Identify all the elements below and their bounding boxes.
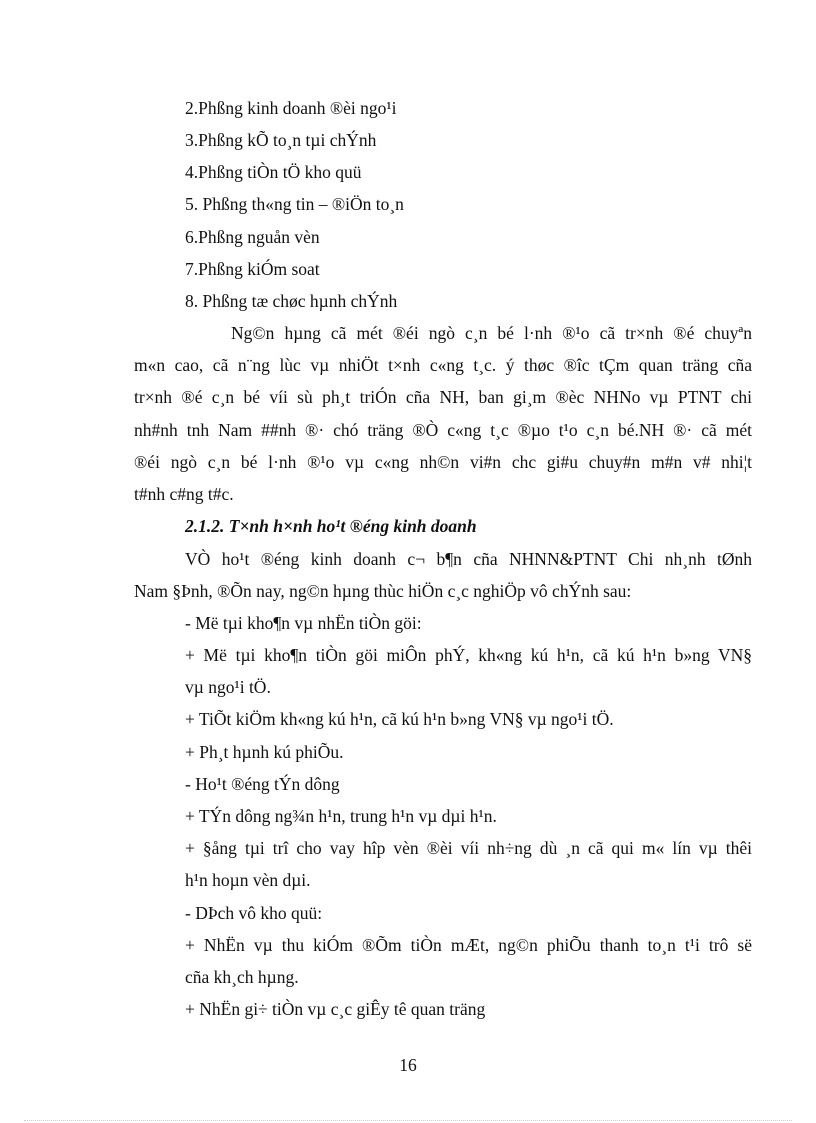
department-list-item: 6.Phßng nguån vèn: [185, 227, 320, 247]
paragraph-line: Nam §Þnh, ®Õn nay, ng©n hµng thùc hiÖn c¸c nghiÖp vô chÝnh sau:: [134, 581, 632, 601]
service-item: cña kh¸ch hµng.: [185, 967, 299, 987]
paragraph-line: VÒ ho¹t ®éng kinh doanh c¬ b¶n cña NHNN&PTNT Chi nh¸nh tØnh: [185, 549, 752, 569]
service-item: + §ång tµi trî cho vay hîp vèn ®èi víi nh÷ng dù ¸n cã qui m« lín vµ thêi: [185, 838, 752, 858]
paragraph-line: t#nh c#ng t#c.: [134, 484, 234, 504]
paragraph-line: Ng©n hµng cã mét ®éi ngò c¸n bé l·nh ®¹o cã tr×nh ®é chuyªn: [231, 323, 752, 343]
department-list-item: 2.Phßng kinh doanh ®èi ngo¹i: [185, 98, 397, 118]
service-item: h¹n hoµn vèn dµi.: [185, 870, 311, 890]
paragraph-line: tr×nh ®é c¸n bé víi sù ph¸t triÓn cña NH, ban gi¸m ®èc NHNo vµ PTNT chi: [134, 387, 752, 407]
paragraph-line: nh#nh tnh Nam ##nh ®· chó träng ®Ò c«ng t¸c ®µo t¹o c¸n bé.NH ®· cã mét: [134, 420, 752, 440]
service-heading: - Më tµi kho¶n vµ nhËn tiÒn göi:: [185, 613, 422, 633]
service-item: + NhËn vµ thu kiÓm ®Õm tiÒn mÆt, ng©n phiÕu thanh to¸n t¹i trô së: [185, 935, 752, 955]
service-heading: - Ho¹t ®éng tÝn dông: [185, 774, 340, 794]
department-list-item: 3.Phßng kÕ to¸n tµi chÝnh: [185, 130, 377, 150]
paragraph-line: m«n cao, cã n¨ng lùc vµ nhiÖt t×nh c«ng t¸c. ý thøc ®îc tÇm quan träng cña: [134, 355, 752, 375]
department-list-item: 8. Phßng tæ chøc hµnh chÝnh: [185, 291, 398, 311]
department-list-item: 4.Phßng tiÒn tÖ kho quü: [185, 162, 362, 182]
service-item: + Më tµi kho¶n tiÒn göi miÔn phÝ, kh«ng kú h¹n, cã kú h¹n b»ng VN§: [185, 645, 752, 665]
service-item: + TÝn dông ng¾n h¹n, trung h¹n vµ dµi h¹n.: [185, 806, 497, 826]
service-heading: - DÞch vô kho quü:: [185, 903, 323, 923]
department-list-item: 5. Phßng th«ng tin – ®iÖn to¸n: [185, 194, 404, 214]
department-list-item: 7.Phßng kiÓm soat: [185, 259, 320, 279]
page-number: 16: [399, 1055, 417, 1075]
page-bottom-divider: [24, 1120, 792, 1121]
paragraph-line: ®éi ngò c¸n bé l·nh ®¹o vµ c«ng nh©n vi#n chc gi#u chuy#n m#n v# nhi¦t: [134, 452, 752, 472]
section-heading: 2.1.2. T×nh h×nh ho¹t ®éng kinh doanh: [185, 516, 477, 536]
service-item: + NhËn gi÷ tiÒn vµ c¸c giÊy tê quan träng: [185, 999, 486, 1019]
service-item: + Ph¸t hµnh kú phiÕu.: [185, 742, 344, 762]
service-item: vµ ngo¹i tÖ.: [185, 677, 271, 697]
service-item: + TiÕt kiÖm kh«ng kú h¹n, cã kú h¹n b»ng VN§ vµ ngo¹i tÖ.: [185, 709, 614, 729]
